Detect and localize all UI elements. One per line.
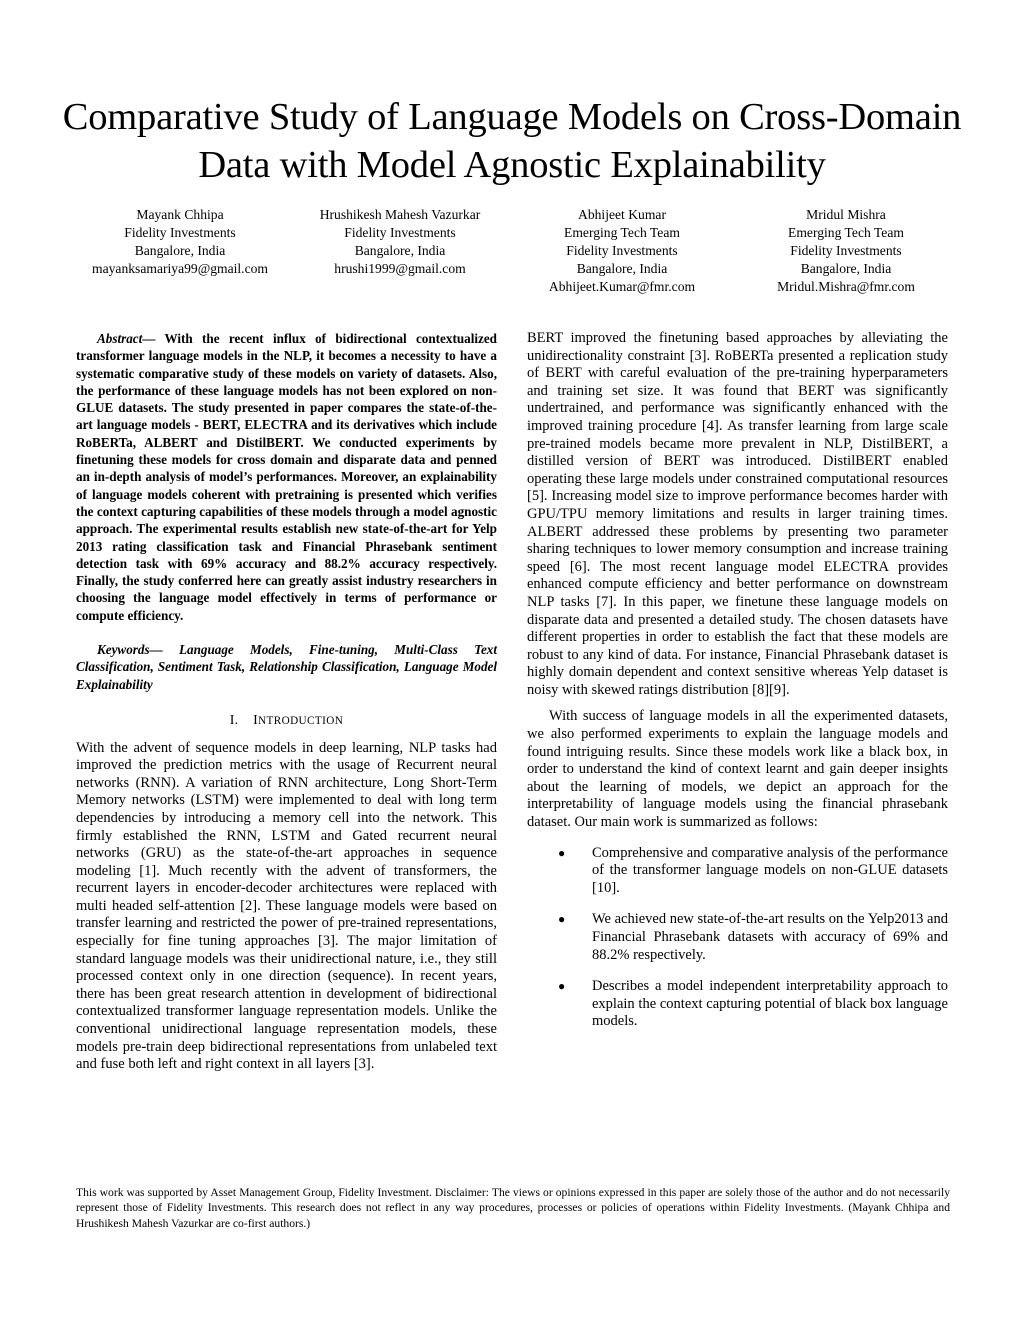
right-column bbox=[527, 330, 948, 1045]
bullet-icon: ● bbox=[558, 845, 566, 860]
author-name: Hrushikesh Mahesh Vazurkar bbox=[319, 207, 481, 222]
author-affiliation: Fidelity Investments bbox=[344, 225, 456, 240]
abstract-text: With the recent influx of bidirectional contextualized transformer language models in the NLP, it becomes a necessity to have a systematic comparative study of these models on variety of datasets. Also, the performance of these language models has not been explored on non-GLUE datasets. The study presented in paper compares the state-of-the-art language models - BERT, ELECTRA and its derivatives which include RoBERTa, ALBERT and DistilBERT. We conducted experiments by finetuning these models for cross domain and disparate data and penned an in-depth analysis of model’s performances. Moreover, an explainability of language models coherent with pretraining is presented which verifies the context capturing capabilities of these models through a model agnostic approach. The experimental results establish new state-of-the-art for Yelp 2013 rating classification task and Financial Phrasebank sentiment detection task with 69% accuracy and 88.2% accuracy respectively. Finally, the study conferred here can greatly assist industry researchers in choosing the language model effectively in terms of performance or compute efficiency. bbox=[76, 331, 497, 623]
keywords: Keywords— Language Models, Fine-tuning, Multi-Class Text Classification, Sentiment Task, Relationship Classification, Language Model Explainability bbox=[76, 642, 497, 692]
footnote: This work was supported by Asset Management Group, Fidelity Investment. Disclaimer: The views or opinions expressed in this paper are solely those of the author and do not necessarily represent those of Fidelity Investments. This research does not reflect in any way procedures, processes or policies of operations within Fidelity Investments. (Mayank Chhipa and Hrushikesh Mahesh Vazurkar are co-first authors.) bbox=[76, 1185, 950, 1230]
list-item-text: Describes a model independent interpretability approach to explain the context capturing potential of black box language models. bbox=[592, 978, 948, 1030]
body-paragraph: With success of language models in all the experimented datasets, we also performed experiments to explain the language models and found intriguing results. Since these models work like a black box, in order to understand the kind of context learnt and gain deeper insights about the learning of models, we depict an approach for the interpretability of language models using the financial phrasebank dataset. Our main work is summarized as follows: bbox=[527, 708, 948, 831]
section-title-rest: NTRODUCTION bbox=[258, 714, 344, 727]
author-email: hrushi1999@gmail.com bbox=[334, 261, 466, 276]
author-card bbox=[502, 206, 742, 296]
author-affiliation: Fidelity Investments bbox=[566, 243, 678, 258]
author-name: Mridul Mishra bbox=[806, 207, 886, 222]
author-name: Mayank Chhipa bbox=[136, 207, 224, 222]
abstract bbox=[76, 330, 497, 624]
bullet-icon: ● bbox=[558, 912, 566, 927]
author-location: Bangalore, India bbox=[354, 243, 446, 258]
author-team: Emerging Tech Team bbox=[788, 225, 904, 240]
intro-paragraph: With the advent of sequence models in deep learning, NLP tasks had improved the prediction metrics with the usage of Recurrent neural networks (RNN). A variation of RNN architecture, Long Short-Term Memory networks (LSTM) were implemented to deal with long term dependencies by introducing a memory cell into the network. This firmly established the RNN, LSTM and Gated recurrent neural networks (GRU) as the state-of-the-art approaches in sequence modeling [1]. Much recently with the advent of transformers, the recurrent layers in encoder-decoder architectures were replaced with multi headed self-attention [2]. These language models were based on transfer learning and restricted the power of pre-trained representations, especially for fine tuning approaches [3]. The major limitation of standard language models was their unidirectional nature, i.e., they still processed context only in one direction (sequence). In recent years, there has been great research attention in development of bidirectional contextualized transformer language representation models. Unlike the conventional unidirectional language representation models, these models pre-train deep bidirectional representations from unlabeled text and fuse both left and right context in all layers [3]. bbox=[76, 739, 497, 1073]
author-location: Bangalore, India bbox=[576, 261, 668, 276]
author-card bbox=[280, 206, 520, 278]
abstract-dash: — bbox=[142, 331, 165, 346]
author-block bbox=[60, 206, 964, 296]
paper-title: Comparative Study of Language Models on Cross-Domain Data with Model Agnostic Explainability bbox=[62, 96, 962, 186]
body-paragraph: BERT improved the finetuning based approaches by alleviating the unidirectionality constraint [3]. RoBERTa presented a replication study of BERT with careful evaluation of the pre-training hyperparameters and training set size. It was found that BERT was significantly undertrained, and performance was significantly enhanced with the improved training procedure [4]. As transfer learning from large scale pre-trained models became more prevalent in NLP, DistilBERT, a distilled version of BERT was introduced. DistilBERT enabled operating these large models under constrained computational resources [5]. Increasing model size to improve performance becomes harder with GPU/TPU memory limitations and results in larger training times. ALBERT addressed these problems by presenting two parameter sharing techniques to lower memory consumption and increase training speed [6]. The most recent language model ELECTRA provides enhanced compute efficiency and better performance on downstream NLP tasks [7]. In this paper, we finetune these language models on disparate data and presented a detailed study. The chosen datasets have different properties in order to establish the fact that these models are robust to any kind of data. For instance, Financial Phrasebank dataset is highly domain dependent and context sensitive whereas Yelp dataset is noisy with skewed ratings distribution [8][9]. bbox=[527, 330, 948, 698]
list-item bbox=[527, 911, 948, 964]
bullet-icon: ● bbox=[558, 979, 566, 994]
author-name: Abhijeet Kumar bbox=[578, 207, 666, 222]
list-item-text: We achieved new state-of-the-art results on the Yelp2013 and Financial Phrasebank datasets with accuracy of 69% and 88.2% respectively. bbox=[592, 911, 948, 963]
author-location: Bangalore, India bbox=[134, 243, 226, 258]
author-team: Emerging Tech Team bbox=[564, 225, 680, 240]
section-number: I. bbox=[229, 712, 239, 728]
author-affiliation: Fidelity Investments bbox=[124, 225, 236, 240]
section-heading bbox=[76, 712, 497, 731]
author-card bbox=[60, 206, 300, 278]
author-location: Bangalore, India bbox=[800, 261, 892, 276]
list-item-text: Comprehensive and comparative analysis of the performance of the transformer language models on non-GLUE datasets [10]. bbox=[592, 844, 948, 896]
contributions-list bbox=[527, 845, 948, 1031]
list-item bbox=[527, 978, 948, 1031]
author-email: mayanksamariya99@gmail.com bbox=[92, 261, 268, 276]
author-affiliation: Fidelity Investments bbox=[790, 243, 902, 258]
list-item bbox=[527, 845, 948, 898]
author-email: Abhijeet.Kumar@fmr.com bbox=[548, 279, 696, 294]
left-column bbox=[76, 330, 497, 1074]
abstract-label: Abstract bbox=[97, 331, 143, 346]
section-first-letter: I bbox=[253, 712, 259, 728]
author-email: Mridul.Mishra@fmr.com bbox=[777, 279, 915, 294]
author-card bbox=[726, 206, 966, 296]
